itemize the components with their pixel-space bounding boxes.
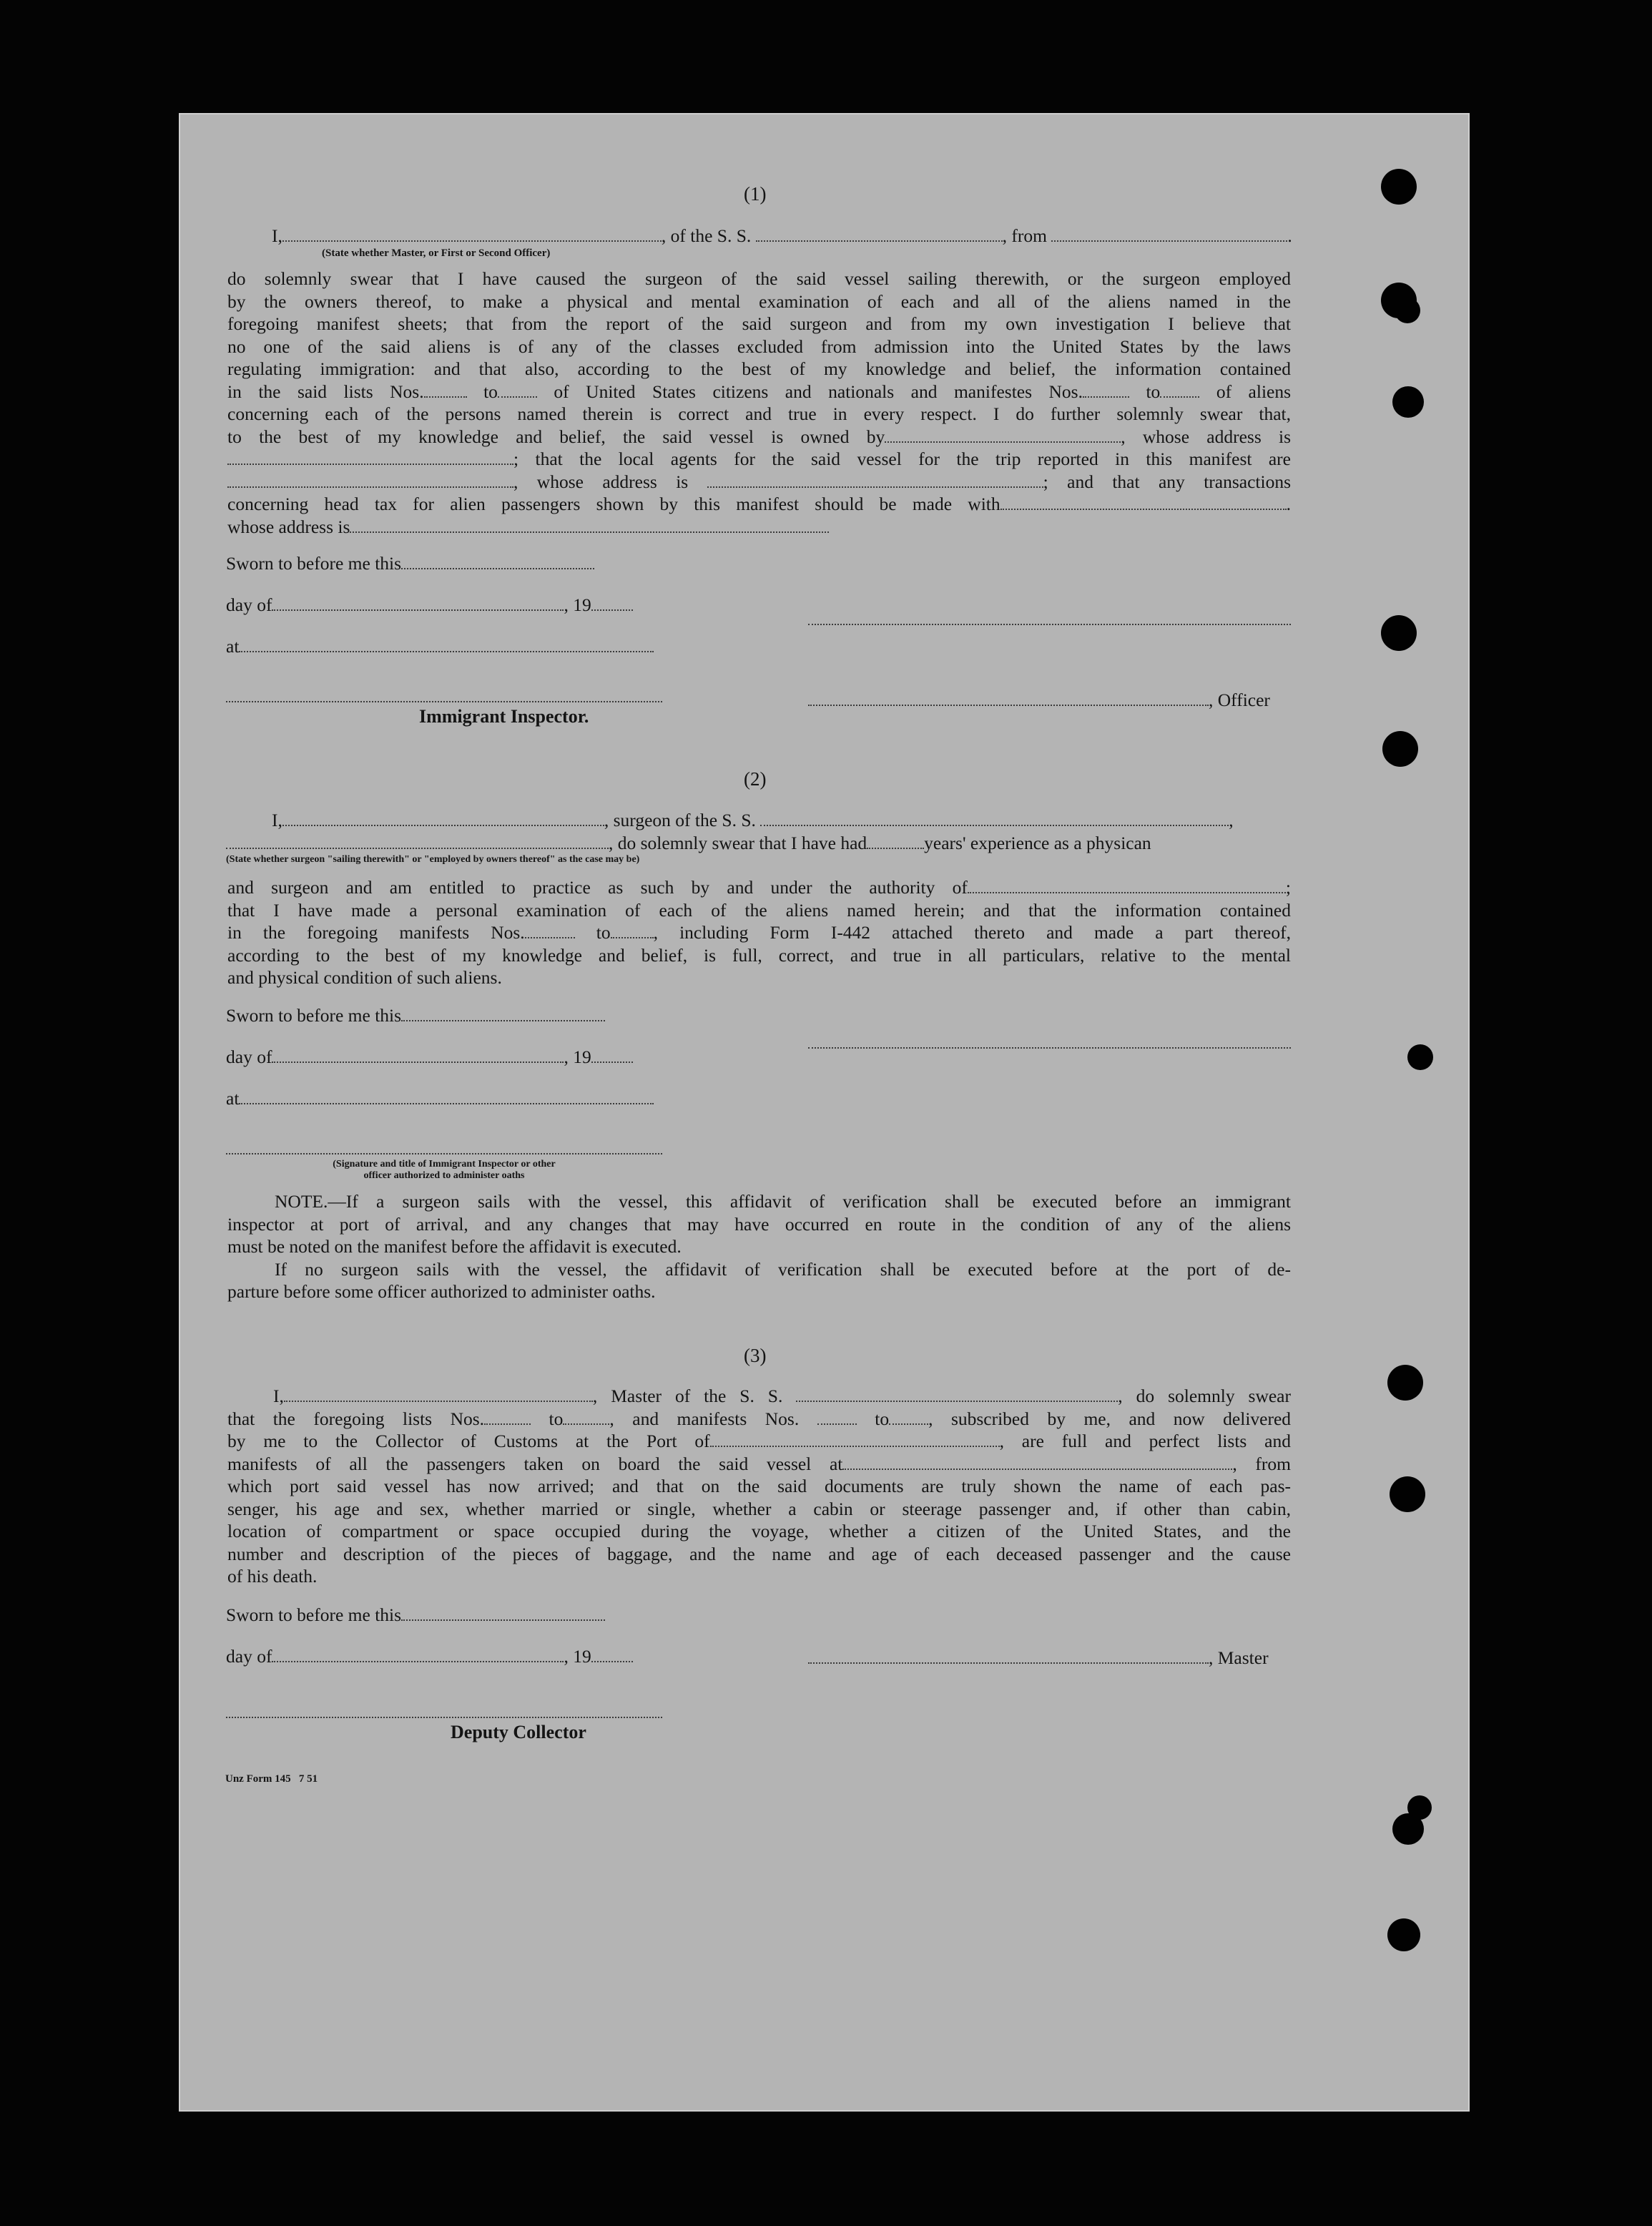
manifests-from-field[interactable] [817,1408,857,1425]
text-fragment: ; [1285,877,1291,898]
intro-of: , of the S. S. [661,225,752,246]
at-line-1 [226,635,654,657]
day-of-field[interactable] [272,594,564,611]
master-name-field[interactable] [284,1385,593,1402]
section-3-body [227,1385,1291,1588]
year-field[interactable] [591,1645,633,1662]
body-line [227,1453,1291,1476]
punch-hole [1382,731,1418,767]
text-fragment: to [875,1408,890,1429]
punch-hole [1381,169,1417,205]
vessel-name-field[interactable] [756,225,1003,242]
text-fragment: and surgeon and am entitled to practice as such by and under the authority of [227,877,968,898]
intro-i: I, [272,225,282,246]
surgeon-vessel-field[interactable] [760,809,1229,826]
text-fragment: , do solemnly swear that I have had [609,833,867,853]
body-line [227,516,1291,539]
officer-line [808,689,1270,711]
sworn-label: Sworn to before me this [226,1604,402,1625]
body-line: senger, his age and sex, whether married or single, whether a cabin or steerage passenger and, if other than cabin, [227,1498,1291,1519]
at-place-field[interactable] [239,1087,654,1104]
administering-officer-signature-line[interactable] [226,1153,662,1154]
body-line [227,1385,1291,1408]
agents-address-field[interactable] [707,471,1043,488]
section-1-intro-line [272,225,1292,247]
text-fragment: , do solemnly swear [1118,1386,1291,1406]
note-block [227,1190,1291,1303]
sworn-date-field[interactable] [401,1004,605,1021]
manifest-from-field[interactable] [525,921,575,938]
note-line: NOTE.—If a surgeon sails with the vessel, this affidavit of verification shall be executed before an immigrant [275,1191,1291,1212]
officer-signature-line-upper[interactable] [808,624,1291,625]
port-field[interactable] [710,1430,1000,1447]
body-line [227,381,1291,403]
authority-field[interactable] [968,876,1286,893]
master-signature-line [808,1647,1269,1669]
day-of-label: day of [226,1646,272,1667]
section-2-body [227,876,1291,989]
note-line: must be noted on the manifest before the affidavit is executed. [227,1236,682,1257]
year-field[interactable] [591,1046,633,1063]
manifest-to-field[interactable] [611,921,654,938]
surgeon-name-field[interactable] [282,809,604,826]
text-fragment: concerning head tax for alien passengers shown by this manifest should be made with [227,494,1000,514]
text-fragment: years' experience as a physican [924,833,1151,853]
day-of-label: day of [226,594,272,615]
section-1-body [227,268,1291,538]
section-2-line-1 [272,809,1234,831]
punch-hole [1395,298,1420,323]
caption-line: (Signature and title of Immigrant Inspector or other [333,1159,556,1170]
year-label: , 19 [564,1646,591,1667]
boarding-place-field[interactable] [842,1453,1232,1470]
body-line: location of compartment or space occupied during the voyage, whether a citizen of the United States, and the [227,1521,1291,1541]
text-fragment: ; and that any transactions [1043,471,1292,492]
sworn-line-1 [226,552,594,574]
section-1-heading: (1) [744,183,767,205]
agents-field[interactable] [227,471,513,488]
body-line: foregoing manifest sheets; that from the report of the said surgeon and from my own investigation I believe that [227,313,1291,334]
punch-hole [1387,1918,1420,1951]
body-line: of his death. [227,1566,318,1587]
intro-from: , from [1002,225,1047,246]
sworn-label: Sworn to before me this [226,1005,402,1026]
surgeon-caption: (State whether surgeon "sailing therewith" or "employed by owners thereof" as the case may be) [226,854,640,865]
body-line: do solemnly swear that I have caused the surgeon of the said vessel sailing therewith, or the surgeon employed [227,268,1291,289]
text-fragment: I, [273,1386,284,1406]
sworn-date-field[interactable] [401,1604,605,1621]
intro-period: . [1287,225,1292,246]
section-2-heading: (2) [744,768,767,790]
body-line [227,471,1291,494]
day-of-field[interactable] [272,1645,564,1662]
punch-hole [1407,1795,1432,1820]
text-fragment: , from [1232,1453,1291,1474]
body-line: concerning each of the persons named therein is correct and true in every respect. I do further solemnly swear that, [227,403,1291,424]
punch-hole [1407,1044,1433,1070]
manifests-to-field[interactable] [889,1408,928,1425]
sworn-date-field[interactable] [401,552,594,569]
body-line: which port said vessel has now arrived; and that on the said documents are truly shown the name of each pas- [227,1476,1291,1496]
at-label: at [226,1088,240,1109]
text-fragment: , surgeon of the S. S. [604,810,756,830]
immigrant-inspector-title: Immigrant Inspector. [419,706,589,727]
day-of-line-1 [226,594,633,616]
text-fragment: , including Form I-442 attached thereto and made a part thereof, [653,922,1291,943]
text-fragment: of United States citizens and nationals and manifestes Nos. [554,381,1083,402]
body-line: according to the best of my knowledge and belief, is full, correct, and true in all particulars, relative to the mental [227,944,1291,966]
section-3-heading: (3) [744,1345,767,1366]
text-fragment: to [1146,381,1161,402]
head-tax-party-field[interactable] [1000,493,1287,510]
departure-port-field[interactable] [1051,225,1287,242]
text-fragment: in the foregoing manifests Nos. [227,922,525,943]
officer-label: , Officer [1209,690,1270,710]
surgeon-status-field[interactable] [226,832,609,849]
note-line: parture before some officer authorized to administer oaths. [227,1281,656,1302]
owner-address-field[interactable] [227,448,513,465]
master-vessel-field[interactable] [796,1385,1118,1402]
text-fragment: , whose address is [1121,426,1292,447]
master-signature-field[interactable] [808,1647,1209,1664]
year-label: , 19 [564,1046,591,1067]
text-fragment: , Master of the S. S. [592,1386,783,1406]
text-fragment: whose address is [227,516,350,537]
sworn-line-3 [226,1604,605,1626]
note-line: inspector at port of arrival, and any changes that may have occurred en route in the condition of any of the aliens [227,1213,1291,1235]
text-fragment: I, [272,810,282,830]
citizen-list-to-field[interactable] [498,381,537,398]
punch-hole [1381,615,1417,651]
day-of-label: day of [226,1046,272,1067]
caption-line: officer authorized to administer oaths [363,1170,525,1181]
body-line [227,1408,1291,1431]
years-experience-field[interactable] [867,832,924,849]
text-fragment: , [1229,810,1234,830]
text-fragment: , whose address is [513,471,689,492]
deputy-collector-title: Deputy Collector [451,1722,586,1742]
text-fragment: in the said lists Nos. [227,381,424,402]
body-line [227,493,1291,516]
text-fragment: to [483,381,498,402]
at-place-field[interactable] [239,635,654,652]
citizen-list-from-field[interactable] [424,381,467,398]
text-fragment: of aliens [1216,381,1292,402]
body-line [227,921,1291,944]
lists-to-field[interactable] [563,1408,609,1425]
text-fragment: ; that the local agents for the said vessel for the trip reported in this manifest are [513,448,1291,469]
inspector-signature-line[interactable] [226,701,662,702]
body-line: and physical condition of such aliens. [227,967,502,988]
day-of-field[interactable] [272,1046,564,1063]
body-line: regulating immigration: and that also, according to the best of my knowledge and belief, the information contained [227,358,1291,379]
at-line-2 [226,1087,654,1109]
body-line: by the owners thereof, to make a physical and mental examination of each and all of the aliens named in the [227,290,1291,312]
punch-hole [1387,1365,1423,1401]
text-fragment: by me to the Collector of Customs at the Port of [227,1431,710,1451]
text-fragment: manifests of all the passengers taken on board the said vessel at [227,1453,843,1474]
text-fragment: to [596,922,611,943]
form-number: Unz Form 145 7 51 [225,1773,318,1785]
lists-from-field[interactable] [484,1408,531,1425]
master-label: , Master [1209,1647,1269,1668]
body-line: that I have made a personal examination of each of the aliens named herein; and that the information contained [227,899,1291,921]
punch-hole [1390,1476,1425,1512]
punch-hole [1392,386,1424,418]
text-fragment: . [1286,494,1291,514]
year-field[interactable] [591,594,633,611]
head-tax-address-field[interactable] [350,516,829,533]
text-fragment: to [549,1408,564,1429]
text-fragment: to the best of my knowledge and belief, the said vessel is owned by [227,426,885,447]
text-fragment: , subscribed by me, and now delivered [928,1408,1292,1429]
body-line [227,1430,1291,1453]
sworn-label: Sworn to before me this [226,553,402,574]
at-label: at [226,636,240,657]
officer-caption: (State whether Master, or First or Second Officer) [322,247,551,259]
day-of-line-2 [226,1046,633,1068]
officer-signature-field[interactable] [808,689,1209,706]
text-fragment: , are full and perfect lists and [999,1431,1291,1451]
body-line [227,448,1291,471]
note-line: If no surgeon sails with the vessel, the affidavit of verification shall be executed before at the port of de- [275,1258,1291,1280]
text-fragment: that the foregoing lists Nos. [227,1408,485,1429]
sworn-line-2 [226,1004,605,1026]
section-2-line-2 [226,832,1151,854]
surgeon-signature-line[interactable] [808,1047,1291,1049]
officer-rank-field[interactable] [282,225,662,242]
text-fragment: , and manifests Nos. [609,1408,800,1429]
body-line: number and description of the pieces of baggage, and the name and age of each deceased passenger and the cause [227,1543,1291,1564]
deputy-collector-signature-line[interactable] [226,1717,662,1718]
owner-name-field[interactable] [885,426,1121,443]
signature-caption [283,1159,605,1182]
manifest-to-field[interactable] [1160,381,1199,398]
body-line [227,426,1291,448]
day-of-line-3 [226,1645,633,1667]
body-line [227,876,1291,899]
body-line: no one of the said aliens is of any of the classes excluded from admission into the United States by the laws [227,335,1291,357]
manifest-from-field[interactable] [1083,381,1129,398]
year-label: , 19 [564,594,591,615]
